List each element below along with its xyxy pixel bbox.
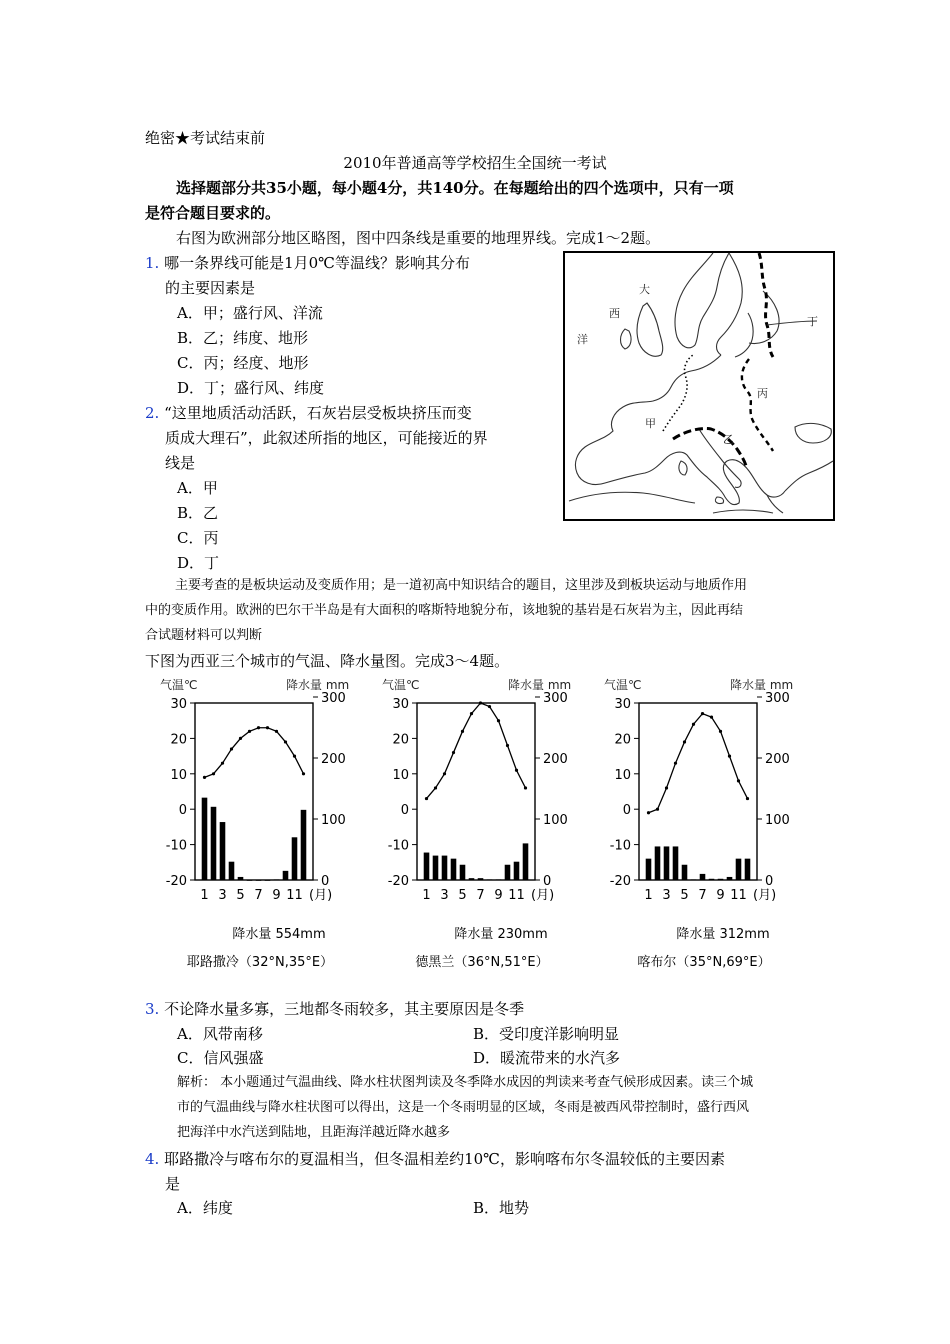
plot-frame — [417, 703, 535, 880]
precip-tick-label: 300 — [765, 691, 790, 706]
month-unit: (月) — [309, 888, 333, 903]
month-tick-label: 1 — [200, 888, 209, 903]
option-c[interactable]: C．丙；经度、地形 — [177, 354, 309, 372]
option-d[interactable]: D．暖流带来的水汽多 — [473, 1049, 621, 1067]
temp-tick-label: -10 — [387, 838, 409, 854]
option-a[interactable]: A．甲 — [177, 479, 218, 497]
temp-point — [647, 811, 650, 814]
question-number: 4. — [145, 1150, 160, 1168]
precip-tick-label: 0 — [765, 874, 774, 889]
precip-bar — [691, 879, 697, 880]
option-b[interactable]: B．乙 — [177, 504, 219, 522]
month-tick-label: 9 — [494, 888, 503, 903]
question-1 — [145, 253, 470, 273]
precip-bar — [655, 846, 661, 880]
temp-point — [425, 797, 428, 800]
question-2 — [145, 403, 472, 423]
temp-tick-label: -20 — [387, 874, 409, 889]
temp-tick-label: 0 — [178, 803, 187, 819]
city-label: 耶路撒冷（32°N,35°E） — [186, 955, 334, 970]
temp-point — [239, 737, 242, 740]
section1-intro: 右图为欧洲部分地区略图，图中四条线是重要的地理界线。完成1～2题。 — [176, 229, 661, 247]
option-b[interactable]: B．地势 — [473, 1199, 530, 1217]
temp-point — [665, 786, 668, 789]
question-stem: 耶路撒冷与喀布尔的夏温相当，但冬温相差约10℃，影响喀布尔冬温较低的主要因素 — [164, 1150, 725, 1168]
city-label: 德黑兰（36°N,51°E） — [415, 955, 549, 970]
precip-bar — [247, 880, 253, 881]
temp-point — [701, 712, 704, 715]
precip-bar — [433, 856, 439, 880]
precip-tick-label: 300 — [321, 691, 346, 706]
analysis-line: 把海洋中水汽送到陆地，且距海洋越近降水越多 — [177, 1125, 451, 1140]
option-c[interactable]: C．信风强盛 — [177, 1049, 264, 1067]
precip-bar — [727, 877, 733, 880]
temp-point — [497, 719, 500, 722]
temp-tick-label: 20 — [170, 732, 187, 748]
precip-bar — [292, 837, 298, 880]
map-label-da: 大 — [639, 283, 650, 296]
temp-tick-label: -10 — [165, 838, 187, 854]
precip-bar — [256, 880, 262, 881]
temp-point — [230, 747, 233, 750]
precip-axis-label: 降水量 mm — [286, 678, 350, 692]
question-number: 3. — [145, 1000, 160, 1018]
climate-charts-svg — [140, 672, 820, 977]
option-a[interactable]: A．纬度 — [177, 1199, 233, 1217]
month-tick-label: 9 — [272, 888, 281, 903]
temp-tick-label: -10 — [609, 838, 631, 854]
precip-axis-label: 降水量 mm — [508, 678, 572, 692]
temp-tick-label: 0 — [622, 803, 631, 819]
temp-tick-label: -20 — [165, 874, 187, 889]
temp-point — [692, 723, 695, 726]
precip-bar — [514, 862, 520, 880]
precip-bar — [220, 822, 226, 880]
temp-point — [515, 769, 518, 772]
temp-tick-label: 20 — [614, 732, 631, 748]
instructions-line2: 是符合题目要求的。 — [145, 204, 281, 222]
question-stem-cont: 线是 — [165, 454, 196, 472]
secret-label: 绝密★考试结束前 — [145, 129, 266, 147]
month-unit: (月) — [753, 888, 777, 903]
precip-bar — [238, 877, 244, 880]
month-tick-label: 9 — [716, 888, 725, 903]
temp-point — [461, 730, 464, 733]
precip-tick-label: 100 — [543, 813, 568, 828]
precip-bar — [301, 810, 307, 880]
month-tick-label: 7 — [476, 888, 485, 903]
temp-axis-label: 气温℃ — [382, 678, 420, 692]
precip-axis-label: 降水量 mm — [730, 678, 794, 692]
total-precip-label: 降水量 312mm — [676, 927, 770, 942]
temp-point — [683, 740, 686, 743]
temp-tick-label: 30 — [170, 697, 187, 712]
precip-bar — [274, 879, 280, 880]
question-number: 2. — [145, 404, 160, 422]
total-precip-label: 降水量 554mm — [232, 927, 326, 942]
precip-bar — [469, 878, 475, 880]
temp-point — [674, 762, 677, 765]
precip-bar — [664, 846, 670, 880]
month-tick-label: 11 — [286, 888, 303, 903]
map-label-ding: 丁 — [807, 315, 818, 328]
precip-bar — [718, 879, 724, 880]
section2-intro: 下图为西亚三个城市的气温、降水量图。完成3～4题。 — [145, 652, 510, 670]
temp-point — [488, 705, 491, 708]
month-tick-label: 11 — [730, 888, 747, 903]
temp-point — [302, 772, 305, 775]
precip-bar — [229, 862, 235, 880]
map-label-yang: 洋 — [577, 333, 588, 346]
precip-bar — [496, 879, 502, 880]
map-label-yi: 乙 — [723, 433, 734, 446]
temp-point — [656, 808, 659, 811]
question-stem: “这里地质活动活跃，石灰岩层受板块挤压而变 — [164, 404, 472, 422]
map-label-xi: 西 — [609, 307, 620, 320]
temp-tick-label: 30 — [392, 697, 409, 712]
exam-title: 2010年普通高等学校招生全国统一考试 — [343, 154, 607, 172]
precip-tick-label: 100 — [321, 813, 346, 828]
precip-tick-label: 300 — [543, 691, 568, 706]
analysis-line: 主要考查的是板块运动及变质作用；是一道初高中知识结合的题目，这里涉及到板块运动与地质作用 — [175, 578, 748, 593]
option-b[interactable]: B．受印度洋影响明显 — [473, 1025, 620, 1043]
precip-bar — [700, 874, 706, 880]
precip-bar — [424, 853, 430, 880]
temp-point — [212, 772, 215, 775]
temp-point — [710, 716, 713, 719]
question-stem-cont: 质成大理石”，此叙述所指的地区，可能接近的界 — [165, 429, 488, 447]
month-tick-label: 5 — [236, 888, 245, 903]
precip-bar — [736, 859, 742, 880]
month-tick-label: 1 — [422, 888, 431, 903]
precip-bar — [451, 859, 457, 880]
instructions-line1: 选择题部分共35小题，每小题4分，共140分。在每题给出的四个选项中，只有一项 — [176, 179, 734, 197]
total-precip-label: 降水量 230mm — [454, 927, 548, 942]
precip-tick-label: 200 — [321, 752, 346, 767]
temp-point — [257, 726, 260, 729]
temp-tick-label: 20 — [392, 732, 409, 748]
temp-point — [719, 730, 722, 733]
precip-bar — [460, 865, 466, 880]
question-stem: 不论降水量多寡，三地都冬雨较多，其主要原因是冬季 — [164, 1000, 525, 1018]
temp-tick-label: 10 — [392, 767, 409, 783]
temp-tick-label: 10 — [170, 767, 187, 783]
month-unit: (月) — [531, 888, 555, 903]
option-d[interactable]: D．丁；盛行风、纬度 — [177, 379, 325, 397]
month-tick-label: 7 — [254, 888, 263, 903]
month-tick-label: 1 — [644, 888, 653, 903]
temp-point — [203, 776, 206, 779]
temp-tick-label: 10 — [614, 767, 631, 783]
analysis-line: 解析： 本小题通过气温曲线、降水柱状图判读及冬季降水成因的判读来考查气候形成因素。读三个城 — [177, 1075, 754, 1090]
temp-point — [443, 772, 446, 775]
temp-point — [470, 712, 473, 715]
precip-bar — [523, 843, 529, 880]
month-tick-label: 5 — [680, 888, 689, 903]
temp-point — [452, 751, 455, 754]
question-4 — [145, 1149, 725, 1169]
europe-map — [563, 251, 835, 521]
temp-curve — [205, 728, 304, 778]
temp-point — [524, 786, 527, 789]
map-label-bing: 丙 — [757, 387, 768, 400]
precip-tick-label: 200 — [765, 752, 790, 767]
option-a[interactable]: A．甲；盛行风、洋流 — [177, 304, 323, 322]
question-3 — [145, 999, 524, 1019]
temp-point — [434, 786, 437, 789]
temp-point — [284, 740, 287, 743]
month-tick-label: 5 — [458, 888, 467, 903]
temp-curve — [649, 714, 748, 813]
map-label-jia: 甲 — [645, 417, 656, 430]
temp-point — [506, 744, 509, 747]
temp-point — [293, 755, 296, 758]
temp-curve — [427, 703, 526, 799]
precip-bar — [682, 865, 688, 880]
temp-point — [221, 762, 224, 765]
temp-point — [479, 701, 482, 704]
precip-bar — [478, 878, 484, 880]
precip-bar — [487, 879, 493, 880]
precip-bar — [745, 859, 751, 880]
precip-tick-label: 0 — [321, 874, 330, 889]
option-a[interactable]: A．风带南移 — [177, 1025, 263, 1043]
precip-tick-label: 200 — [543, 752, 568, 767]
precip-bar — [202, 798, 208, 880]
precip-bar — [283, 871, 289, 880]
option-d[interactable]: D．丁 — [177, 554, 220, 572]
precip-bar — [673, 846, 679, 880]
month-tick-label: 11 — [508, 888, 525, 903]
temp-tick-label: 0 — [400, 803, 409, 819]
month-tick-label: 3 — [662, 888, 671, 903]
temp-point — [728, 755, 731, 758]
month-tick-label: 3 — [440, 888, 449, 903]
analysis-line: 市的气温曲线与降水柱状图可以得出，这是一个冬雨明显的区域，冬雨是被西风带控制时，盛行西风 — [177, 1100, 750, 1115]
temp-point — [746, 797, 749, 800]
month-tick-label: 7 — [698, 888, 707, 903]
question-stem: 哪一条界线可能是1月0℃等温线？影响其分布 — [164, 254, 470, 272]
temp-point — [275, 730, 278, 733]
temp-tick-label: -20 — [609, 874, 631, 889]
temp-point — [248, 730, 251, 733]
precip-bar — [211, 807, 217, 880]
precip-tick-label: 0 — [543, 874, 552, 889]
precip-bar — [265, 880, 271, 881]
precip-tick-label: 100 — [765, 813, 790, 828]
question-stem-cont: 的主要因素是 — [165, 279, 256, 297]
month-tick-label: 3 — [218, 888, 227, 903]
analysis-line: 中的变质作用。欧洲的巴尔干半岛是有大面积的喀斯特地貌分布，该地貌的基岩是石灰岩为主，因此再结 — [145, 603, 744, 618]
question-number: 1. — [145, 254, 160, 272]
option-b[interactable]: B．乙；纬度、地形 — [177, 329, 309, 347]
precip-bar — [505, 865, 511, 880]
climate-charts — [140, 672, 820, 977]
option-c[interactable]: C．丙 — [177, 529, 219, 547]
temp-axis-label: 气温℃ — [604, 678, 642, 692]
temp-point — [737, 779, 740, 782]
temp-axis-label: 气温℃ — [160, 678, 198, 692]
analysis-line: 合试题材料可以判断 — [145, 628, 263, 643]
temp-point — [266, 726, 269, 729]
precip-bar — [442, 856, 448, 880]
precip-bar — [709, 879, 715, 880]
precip-bar — [646, 859, 652, 880]
question-stem-cont: 是 — [165, 1175, 181, 1193]
temp-tick-label: 30 — [614, 697, 631, 712]
city-label: 喀布尔（35°N,69°E） — [637, 955, 771, 970]
